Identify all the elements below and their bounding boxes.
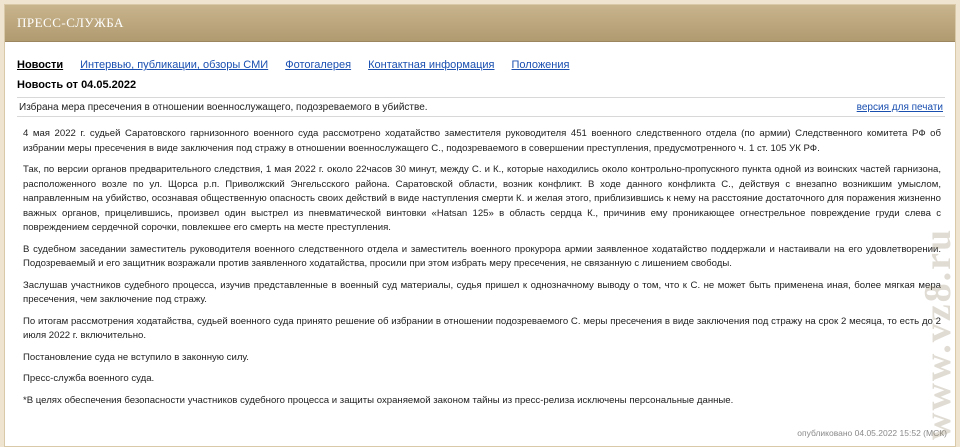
news-paragraph: Пресс-служба военного суда. [23,373,155,384]
page-frame [4,4,959,447]
news-paragraph: Заслушав участников судебного процесса, изучив представленные в военный суд материалы, судья пришел к однозначному выводу о том, что к С. не может быть применена иная, более мягкая мера пресечения, чем заключение под стражу. [23,279,941,305]
section-header [5,5,955,42]
news-date-heading: Новость от 04.05.2022 [17,79,137,91]
tab-contacts[interactable]: Контактная информация [368,59,495,71]
site-watermark: www.vz8.ru [917,227,959,440]
news-headline: Избрана мера пресечения в отношении военнослужащего, подозреваемого в убийстве. [19,101,428,113]
news-body [17,127,945,408]
news-paragraph: По итогам рассмотрения ходатайства, судьей военного суда принято решение об избрании в отношении подозреваемого С. меры пресечения в виде заключения под стражу на срок 2 месяца, то есть до 2 июля 2022 г. включительно. [23,315,941,341]
content-area [5,58,955,408]
news-paragraph: 4 мая 2022 г. судьей Саратовского гарнизонного военного суда рассмотрено ходатайство заместителя руководителя 451 военного следственного отдела (по армии) Следственного комитета РФ об избрании меры пресечения в виде заключения под стражу в отношении военнослужащего С., подозреваемого в совершении преступления, предусмотренного ч. 1 ст. 105 УК РФ. [23,128,941,154]
tab-interviews[interactable]: Интервью, публикации, обзоры СМИ [80,59,269,71]
tab-bar [17,58,945,72]
tab-photo-gallery[interactable]: Фотогалерея [285,59,352,71]
news-paragraph: В судебном заседании заместитель руководителя военного следственного отдела и заместитель военного прокурора армии заявленное ходатайство поддержали и настаивали на его удовлетворении. Подозреваемый и его защитник возражали против заявленного ходатайства, просили при этом избрать меру пресечения, не связанную с лишением свободы. [23,243,941,269]
published-timestamp: опубликовано 04.05.2022 15:52 (МСК) [797,428,947,438]
news-paragraph: Так, по версии органов предварительного следствия, 1 мая 2022 г. около 22часов 30 минут, между С. и К., которые находились около контрольно-пропускного пункта одной из воинских частей гарнизона, расположенного возле по ул. Щорса р.п. Приволжский Энгельсского района. Саратовской области, возник конфликт. В ходе данного конфликта С., действуя с внезапно возникшим умыслом, направленным на убийство, осознавая общественную опасность своих действий в виде наступления смерти К. и желая этого, приблизившись к нему на расстояние достаточного для поражения жизненно важных органов, прицелившись, произвел один выстрел из пневматической винтовки «Hatsan 125» в область сердца К., причинив ему проникающее огнестрельное повреждение груди слева с повреждением сердечной сорочки, повлекшее его смерть на месте преступления. [23,164,941,233]
news-paragraph: Постановление суда не вступило в законную силу. [23,351,249,363]
print-version-link[interactable]: версия для печати [856,101,943,113]
news-title-row [17,97,945,117]
tab-regulations[interactable]: Положения [511,59,570,71]
section-title: ПРЕСС-СЛУЖБА [17,15,124,30]
news-paragraph: *В целях обеспечения безопасности участников судебного процесса и защиты охраняемой законом тайны из пресс-релиза исключены персональные данные. [23,394,734,406]
tab-news[interactable]: Новости [17,59,64,71]
